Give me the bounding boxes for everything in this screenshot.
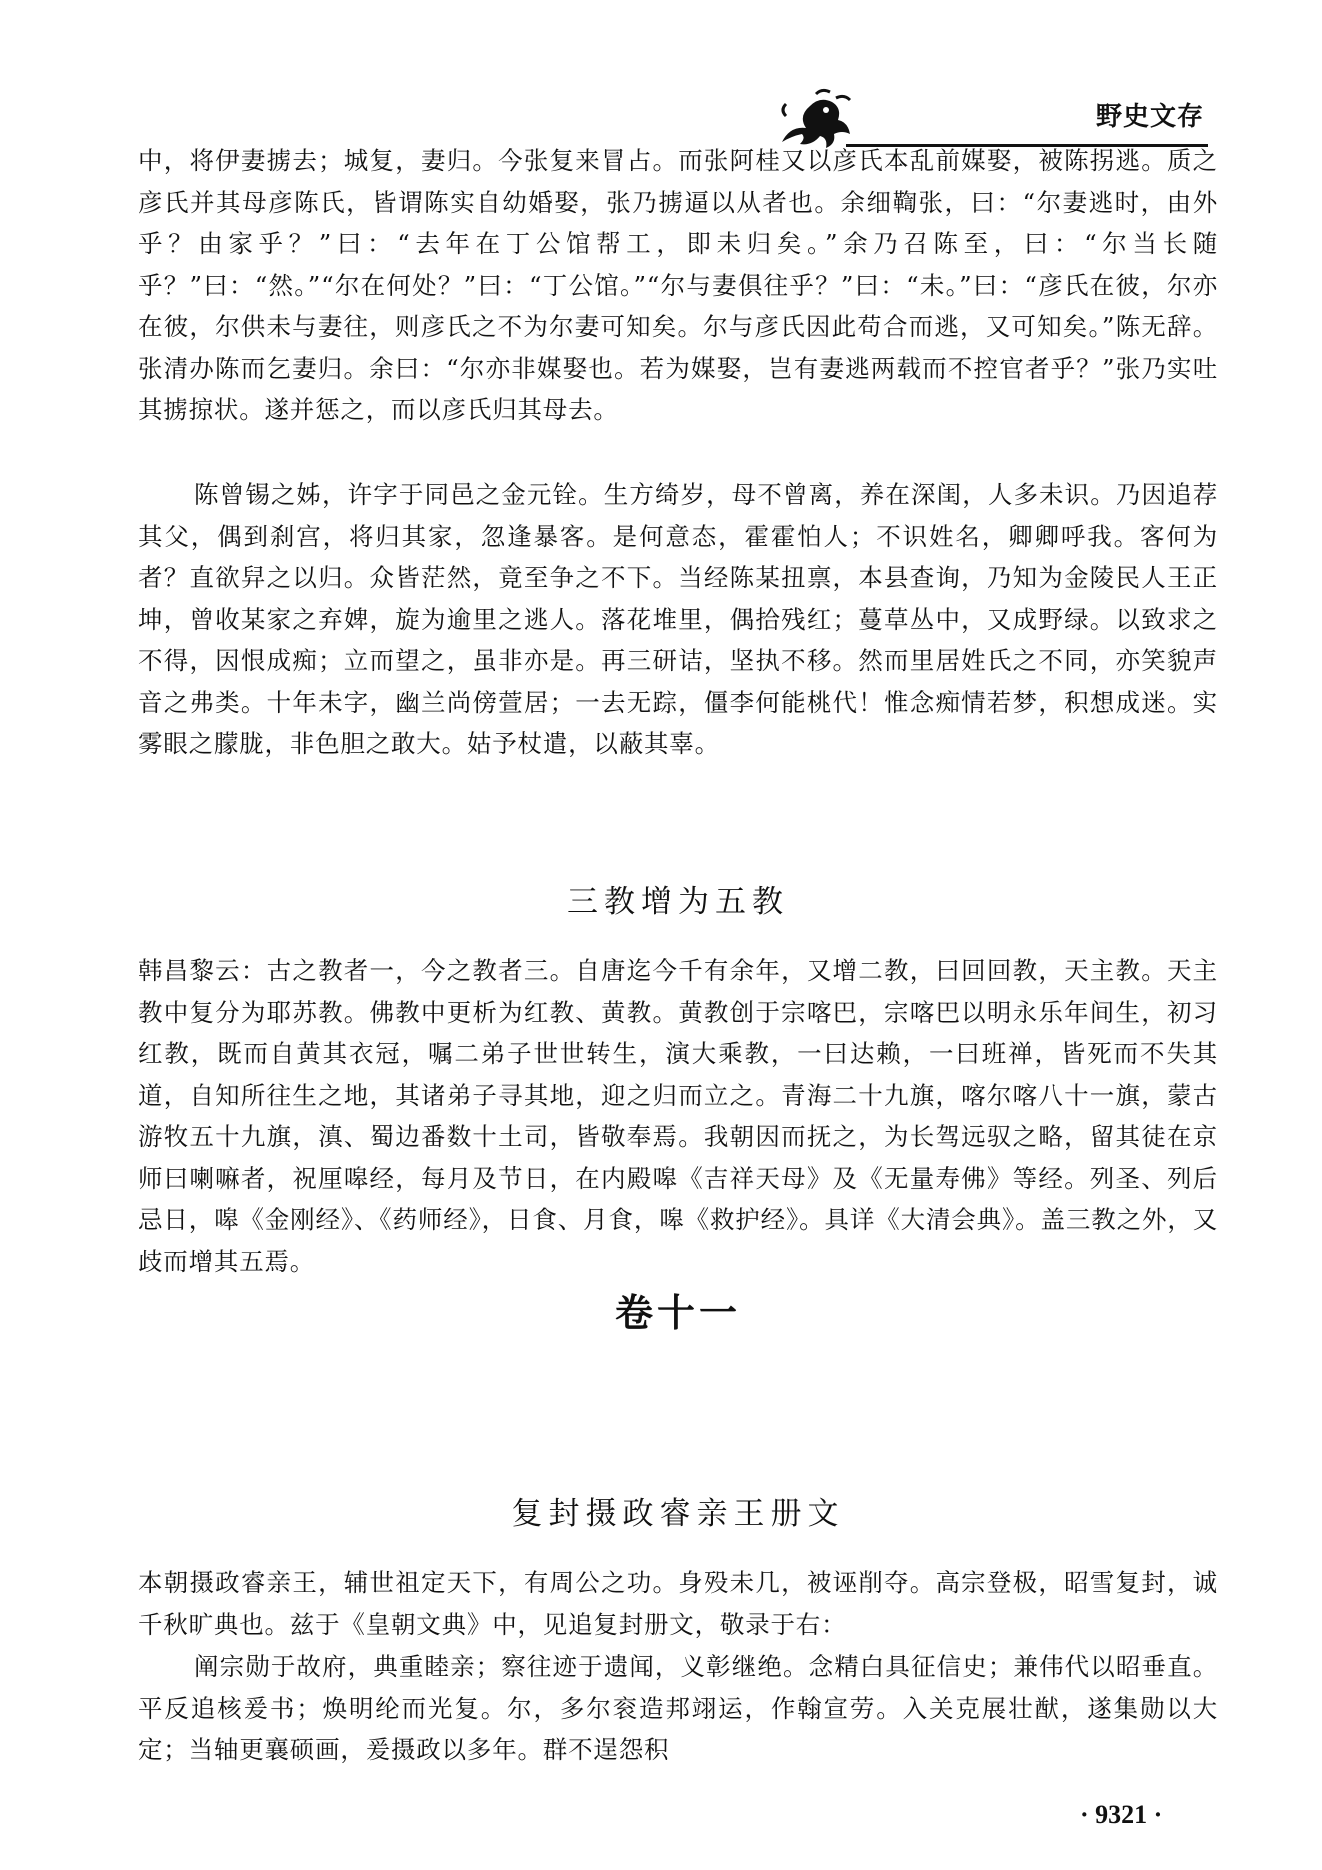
volume-title: 卷十一 bbox=[614, 1291, 741, 1335]
running-title: 野史文存 bbox=[1095, 102, 1204, 132]
paragraph-chen-zengxi: 陈曾锡之姊，许字于同邑之金元铨。生方绮岁，母不曾离，养在深闺，人多未识。乃因追荐其父，偶到刹宫，将归其家，忽逢暴客。是何意态，霍霍怕人；不识姓名，卿卿呼我。客何为者？直欲舁之以归。众皆茫然，竟至争之不下。当经陈某扭禀，本县查询，乃知为金陵民人王正坤，曾收某家之弃婢，旋为逾里之逃人。落花堆里，偶拾残红；蔓草丛中，又成野绿。以致求之不得，因恨成痴；立而望之，虽非亦是。再三研诘，坚执不移。然而里居姓氏之不同，亦笑貌声音之弗类。十年未字，幽兰尚傍萱居；一去无踪，僵李何能桃代！惟念痴情若梦，积想成迷。实雾眼之朦胧，非色胆之敢大。姑予杖遣，以蔽其辜。 bbox=[138, 480, 1218, 758]
page-number: · 9321 · bbox=[1080, 1800, 1163, 1829]
paragraph-continuation: 中，将伊妻掳去；城复，妻归。今张复来冒占。而张阿桂又以彦氏本乱前媒娶，被陈拐逃。质之彦氏并其母彦陈氏，皆谓陈实自幼婚娶，张乃掳逼以从者也。余细鞫张，曰：“尔妻逃时，由外乎？由家乎？”曰：“去年在丁公馆帮工，即未归矣。”余乃召陈至，曰：“尔当长随乎？”曰：“然。”“尔在何处？”曰：“丁公馆。”“尔与妻俱往乎？”曰：“未。”曰：“彦氏在彼，尔亦在彼，尔供未与妻往，则彦氏之不为尔妻可知矣。尔与彦氏因此苟合而逃，又可知矣。”陈无辞。张清办陈而乞妻归。余曰：“尔亦非媒娶也。若为媒娶，岂有妻逃两载而不控官者乎？”张乃实吐其掳掠状。遂并惩之，而以彦氏归其母去。 bbox=[138, 146, 1218, 424]
paragraph-edict-text: 阐宗勋于故府，典重睦亲；察往迹于遗闻，义彰继绝。念精白具征信史；兼伟代以昭垂直。平反追核爰书；焕明纶而光复。尔，多尔衮造邦翊运，作翰宣劳。入关克展壮猷，遂集勋以大定；当轴更襄硕画，爰摄政以多年。群不逞怨积 bbox=[138, 1652, 1218, 1764]
paragraph-han-changli: 韩昌黎云：古之教者一，今之教者三。自唐迄今千有余年，又增二教，曰回回教，天主教。天主教中复分为耶苏教。佛教中更析为红教、黄教。黄教创于宗喀巴，宗喀巴以明永乐年间生，初习红教，既而自黄其衣冠，嘱二弟子世世转生，演大乘教，一曰达赖，一曰班禅，皆死而不失其道，自知所往生之地，其诸弟子寻其地，迎之归而立之。青海二十九旗，喀尔喀八十一旗，蒙古游牧五十九旗，滇、蜀边番数十土司，皆敬奉焉。我朝因而抚之，为长驾远驭之略，留其徒在京师曰喇嘛者，祝厘嗥经，每月及节日，在内殿嗥《吉祥天母》及《无量寿佛》等经。列圣、列后忌日，嗥《金刚经》、《药师经》，日食、月食，嗥《救护经》。具详《大清会典》。盖三教之外，又歧而增其五焉。 bbox=[138, 956, 1218, 1276]
section-title-prince-rui: 复封摄政睿亲王册文 bbox=[511, 1496, 845, 1532]
section-title-three-to-five-teachings: 三教增为五教 bbox=[567, 884, 789, 920]
paragraph-prince-rui-intro: 本朝摄政睿亲王，辅世祖定天下，有周公之功。身殁未几，被诬削夺。高宗登极，昭雪复封，诚千秋旷典也。兹于《皇朝文典》中，见追复封册文，敬录于右： bbox=[138, 1568, 1218, 1639]
